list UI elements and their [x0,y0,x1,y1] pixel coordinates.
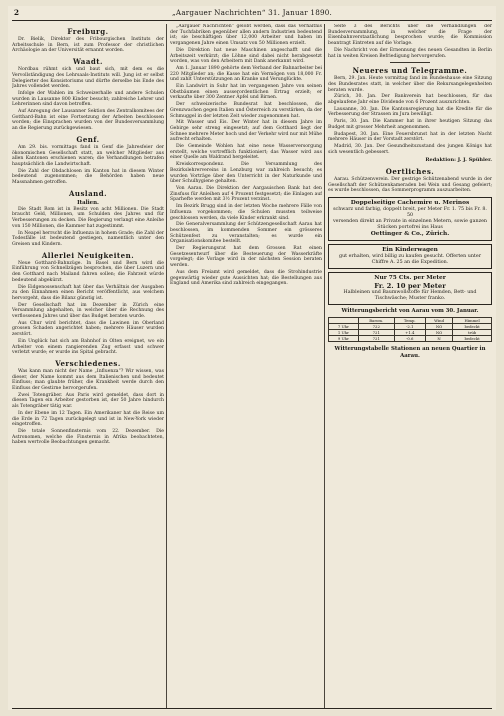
weather-header-cell: Temp. [394,318,425,324]
weather-cell: +1.4 [394,330,425,336]
article-paragraph: Mit Wasser und Eis. Der Winter hat in diesem Jahre im Gebirge sehr streng eingesetzt; auf dem Gotthard liegt der Schnee mehrere Meter hoch und der Verkehr wird nur mit Mühe aufrecht erhalten. [170,120,322,143]
article-paragraph: „Aargauer Nachrichten“ gelobt werden, dass das Verhältnis der Tuchfabriken gegenüber allen andern Industrien bedeutend ist; sie beschäftigen über 12,000 Arbeiter und haben im vergangenen Jahre einen Umsatz von 50 Millionen erzielt. [170,24,322,47]
article-paragraph: Nordbau rühmt sich und baut sich, mit dem es die Vervollständigung des Lehrsaals-Instituts will. Jung ist er selbst Delegierter des Konsistoriums und dürfte derselbe bis Ende des Jahres vollendet werden. [12,67,164,90]
article-paragraph: Im Bezirk Brugg sind in der letzten Woche mehrere Fälle von Influenza vorgekommen; die Schulen mussten teilweise geschlossen werden, da viele Kinder erkrankt sind. [170,204,322,221]
weather-cell: bedeckt [453,324,492,330]
ad-price: schwarz und farbig, doppelt breit, per Meter Fr. 1. 75 bis Fr. 8. 50 [333,207,487,219]
ad-title: Doppelseitige Cachemire u. Merinos [350,200,470,207]
telegram-item: Zürich, 30. Jan. Der Bankverein hat beschlossen, für das abgelaufene Jahr eine Dividende von 6 Prozent auszurichten. [328,94,492,106]
telegram-heading: Neueres und Telegramme. [352,66,468,76]
telegram-item: Lausanne, 30. Jan. Die Kantonsregierung hat die Kredite für die Verbesserung der Strassen im Jura bewilligt. [328,106,492,118]
masthead [8,6,496,20]
section-heading: Verschiedenes. [55,358,121,368]
ad-company: Oettinger & Co., Zürich. [370,231,450,238]
weather-cell: 721 [358,336,394,342]
column-left [12,24,164,708]
masthead-title: „Aargauer Nachrichten“ 31. Januar 1890. [172,8,332,17]
weather-cell: trüb [453,330,492,336]
editor-signature: Redaktion: J. J. Spühler. [425,157,492,164]
weather-cell: 9 Uhr [329,336,359,342]
section-heading: Freiburg. [67,27,109,36]
article-paragraph: Dr. Bielik, Direktor des Fribourgischen Instituts der Arbeitsschule in Bern, ist zum Professor der christlichen Archäologie an der Universität ernannt worden. [12,37,164,54]
weather-cell: NO [425,324,452,330]
telegram-item: Madrid, 30. Jan. Der Gesundheitszustand des jungen Königs hat sich wesentlich gebessert. [328,143,492,155]
page-number: 2 [14,8,20,17]
article-paragraph: Ein Unglück hat sich am Bahnhof in Olten ereignet, wo ein Arbeiter von einem rangierenden Zug erfasst und schwer verletzt wurde; er wurde ins Spital gebracht. [12,338,164,356]
weather-cell: -0.6 [394,336,425,342]
weather-table [328,317,492,342]
article-paragraph: Auf Anregung der Lausanner Sektion des Zentralkomitees der Gotthard-Bahn ist eine Fortsetzung der Arbeiten beschlossen worden; die Einsprachen wurden von der Bundesversammlung an die Regierung zurückgewiesen. [12,109,164,132]
telegram-item: Bern, 29. Jan. Heute vormittag fand im Bundeshause eine Sitzung des Bundesrates statt, in welcher über die Rekursangelegenheiten beraten wurde. [328,76,492,93]
article-paragraph: Zwei Totengräber. Aus Paris wird gemeldet, dass dort in diesen Tagen ein Arbeiter gestorben ist, der 50 Jahre hindurch als Totengräber tätig war. [12,392,164,410]
section-heading: Waadt. [73,57,103,67]
column-divider [324,24,325,708]
article-paragraph: Was kann man nicht der Name „Influenza“? Wir wissen, was dieser, der Name kommt aus dem Italienischen und bedeutet Einfluss; man glaubte früher, die Krankheit werde durch den Einfluss der Gestirne hervorgerufen. [12,368,164,392]
telegram-item: Budapest, 30. Jan. Eine Feuersbrunst hat in der letzten Nacht mehrere Häuser in der Vorstadt zerstört. [328,131,492,143]
weather-cell: 1 Uhr [329,330,359,336]
local-news [328,177,492,194]
ad-text: versenden direkt an Private in einzelnen Metern, sowie ganzen Stücken portofrei ins Haus [332,219,488,231]
masthead-rule [12,20,492,21]
article-paragraph: Die Gemeinde Wohlen hat eine neue Wasserversorgung erstellt, welche vortrefflich funktioniert; das Wasser wird aus einer Quelle am Waldrand hergeleitet. [170,144,322,161]
newspaper-page [8,6,496,710]
article-paragraph: Neue Gotthard-Bahnzüge. In Basel und Bern wird die Einführung von Schnellzügen besprochen, die über Luzern und den Gotthard nach Mailand fahren sollen; die Fahrzeit würde bedeutend abgekürzt. [12,260,164,283]
article-paragraph: In Neapel herrscht die Influenza in hohem Grade; die Zahl der Todesfälle ist bedeutend gestiegen, namentlich unter den Greisen und Kindern. [12,230,164,247]
telegram-list [328,76,492,155]
section-heading: Allerlei Neuigkeiten. [41,250,135,260]
ad-price: Fr. 2. 10 per Meter [374,282,446,291]
section-heading: Genf. [76,134,100,144]
column-middle [170,24,322,708]
article-paragraph: Infolge der Wahlen im Schweizerhalle und andere Schulen wurden in Lausanne 800 Kinder besucht; zahlreiche Lehrer und Lehrerinnen sind davon betroffen. [12,90,164,108]
ad-title: Nur 75 Cts. per Meter [374,275,446,282]
article-paragraph: Die Zahl der Obdachlosen im Kanton hat in diesem Winter bedeutend zugenommen; die Behörden haben neue Massnahmen getroffen. [12,168,164,186]
article-paragraph: Der Regierungsrat hat dem Grossen Rat einen Gesetzesentwurf über die Besteuerung der Wasserkräfte vorgelegt; die Vorlage wird in der nächsten Session beraten werden. [170,246,322,269]
weather-cell: 722 [358,324,394,330]
column-right [328,24,492,708]
article-paragraph: In der Ebene im 12 Tagen. Ein Amerikaner hat die Reise um die Erde in 72 Tagen zurückgelegt und ist in New-York wieder eingetroffen. [12,410,164,428]
article-paragraph: Der Gesellschaft hat im Dezember in Zürich eine Versammlung abgehalten, in welcher über die Rechnung des verflossenen Jahres und über das Budget beraten wurde. [12,302,164,320]
weather-cell: 7 Uhr [329,324,359,330]
local-heading: Oertliches. [385,167,435,177]
weather-cell: bedeckt [453,336,492,342]
intro-text [328,24,492,59]
article-paragraph: Am 1. Januar 1890 gehörte dem Verband der Bahnarbeiter bei 220 Mitglieder an; die Kasse hat ein Vermögen von 18,000 Fr. und zahlt Unterstützungen an Kranke und Verunglückte. [170,65,322,83]
column-divider [166,24,167,708]
weather-cell: NO [425,330,452,336]
article-paragraph: Die Direktion hat neue Maschinen angeschafft und die Arbeitszeit verkürzt; die Löhne sind dabei nicht herabgesetzt worden, was von den Arbeitern mit Dank anerkannt wird. [170,47,322,65]
weather-header-cell: Wind [425,318,452,324]
article-paragraph: Ein Landwirt in Suhr hat im vergangenen Jahre von seinen Obstbäumen einen ausserordentlichen Ertrag erzielt; er verkaufte über 300 Zentner Äpfel und Birnen. [170,84,322,101]
article-paragraph: Die Stadt Rom ist in Besitz von acht Millionen. Die Stadt braucht Geld, Millionen, um Schulden des Jahres und für Verbesserungen zu decken. Die Regierung verlangt eine Anleihe von 150 Millionen, die Kammer hat zugestimmt. [12,206,164,229]
article-paragraph: Von Aarau. Die Direktion der Aargauischen Bank hat den Zinsfuss für Anleihen auf 4 Prozent festgesetzt; die Einlagen auf Sparhefte werden mit 3½ Prozent verzinst. [170,185,322,203]
article-paragraph: Am 29. bis. vormittags fand in Genf die Jahresfeier der ökonomischen Gesellschaft statt, an welcher Mitglieder aus allen Kantonen erschienen waren; die Verhandlungen betrafen hauptsächlich die Landwirtschaft. [12,144,164,167]
article-paragraph: Kreiskorrespondenz. Die Versammlung des Bezirkslehrervereins in Lenzburg war zahlreich besucht; es wurden Vorträge über den Unterricht in der Naturkunde und über Schulhygiene gehalten. [170,162,322,185]
article-paragraph: Aus dem Freiamt wird gemeldet, dass die Strohindustrie gegenwärtig wieder gute Aussichten hat; die Bestellungen aus England und Amerika sind zahlreich eingegangen. [170,269,322,287]
article-paragraph: Die Generalversammlung der Schützengesellschaft Aarau hat beschlossen, im kommenden Sommer ein grösseres Schützenfest zu veranstalten; es wurde ein Organisationskomitee bestellt. [170,222,322,245]
advertisement-kinderwagen [328,244,492,269]
ad-text: Halbleinen und Baumwollstoffe für Hemden, Bett- und Tischwäsche; Muster franko. [343,290,477,302]
article-paragraph: Die Eidgenossenschaft hat über das Verhältnis der Ausgaben zu den Einnahmen einen Bericht veröffentlicht, aus welchem hervorgeht, dass die Bilanz günstig ist. [12,284,164,301]
ad-title: Ein Kinderwagen [382,247,438,254]
weather-cell: 721 [358,330,394,336]
section-heading: Ausland. [68,188,108,198]
bottom-rule [12,708,492,709]
local-item: Aarau. Schützenverein. Der gestrige Schützenabend wurde in der Gesellschaft der Schützenkameraden bei Wein und Gesang gefeiert; es wurde beschlossen, das Sommerprogramm auszuarbeiten. [328,177,492,194]
advertisement-stoffe [328,272,492,305]
weather-header-cell: Barom. [358,318,394,324]
section-subheading: Italien. [77,199,99,206]
article-paragraph: Der schweizerische Bundesrat hat beschlossen, die Grenzwachen gegen Italien und Österreich zu verstärken, da der Schmuggel in der letzten Zeit wieder zugenommen hat. [170,102,322,119]
weather-row [329,336,492,342]
weather-cell: N [425,336,452,342]
telegram-item: Paris, 30. Jan. Die Kammer hat in ihrer heutigen Sitzung das Budget mit grosser Mehrheit angenommen. [328,119,492,130]
section-separator [390,62,430,63]
article-paragraph: Seite 3 des Berichts über die Verhandlungen der Bundesversammlung, in welcher die Frage der Eisenbahnverstaatlichung besprochen wurde; die Kommission beantragt Eintreten auf die Vorlage. [328,24,492,47]
article-paragraph: Die Nachricht von der Ernennung des neuen Gesandten in Berlin hat in weiten Kreisen Befriedigung hervorgerufen. [328,47,492,59]
weather-cell: -2.1 [394,324,425,330]
advertisement-cachemire [328,197,492,241]
footer-note: Witterungstabelle Stationen an neuen Quartier in Aarau. [334,346,486,360]
weather-header-cell: Himmel [453,318,492,324]
weather-heading: Witterungsbericht von Aarau vom 30. Januar. [341,308,479,315]
ad-text: gut erhalten, wird billig zu kaufen gesucht. Offerten unter Chiffre A. 25 an die Expedition. [339,254,481,266]
article-paragraph: Aus Chur wird berichtet, dass die Lawinen im Oberland grossen Schaden angerichtet haben; mehrere Häuser wurden zerstört. [12,320,164,338]
article-paragraph: Die totale Sonnenfinsternis vom 22. Dezember. Die Astronomen, welche die Finsternis in Afrika beobachteten, haben wertvolle Beobachtungen gemacht. [12,428,164,446]
